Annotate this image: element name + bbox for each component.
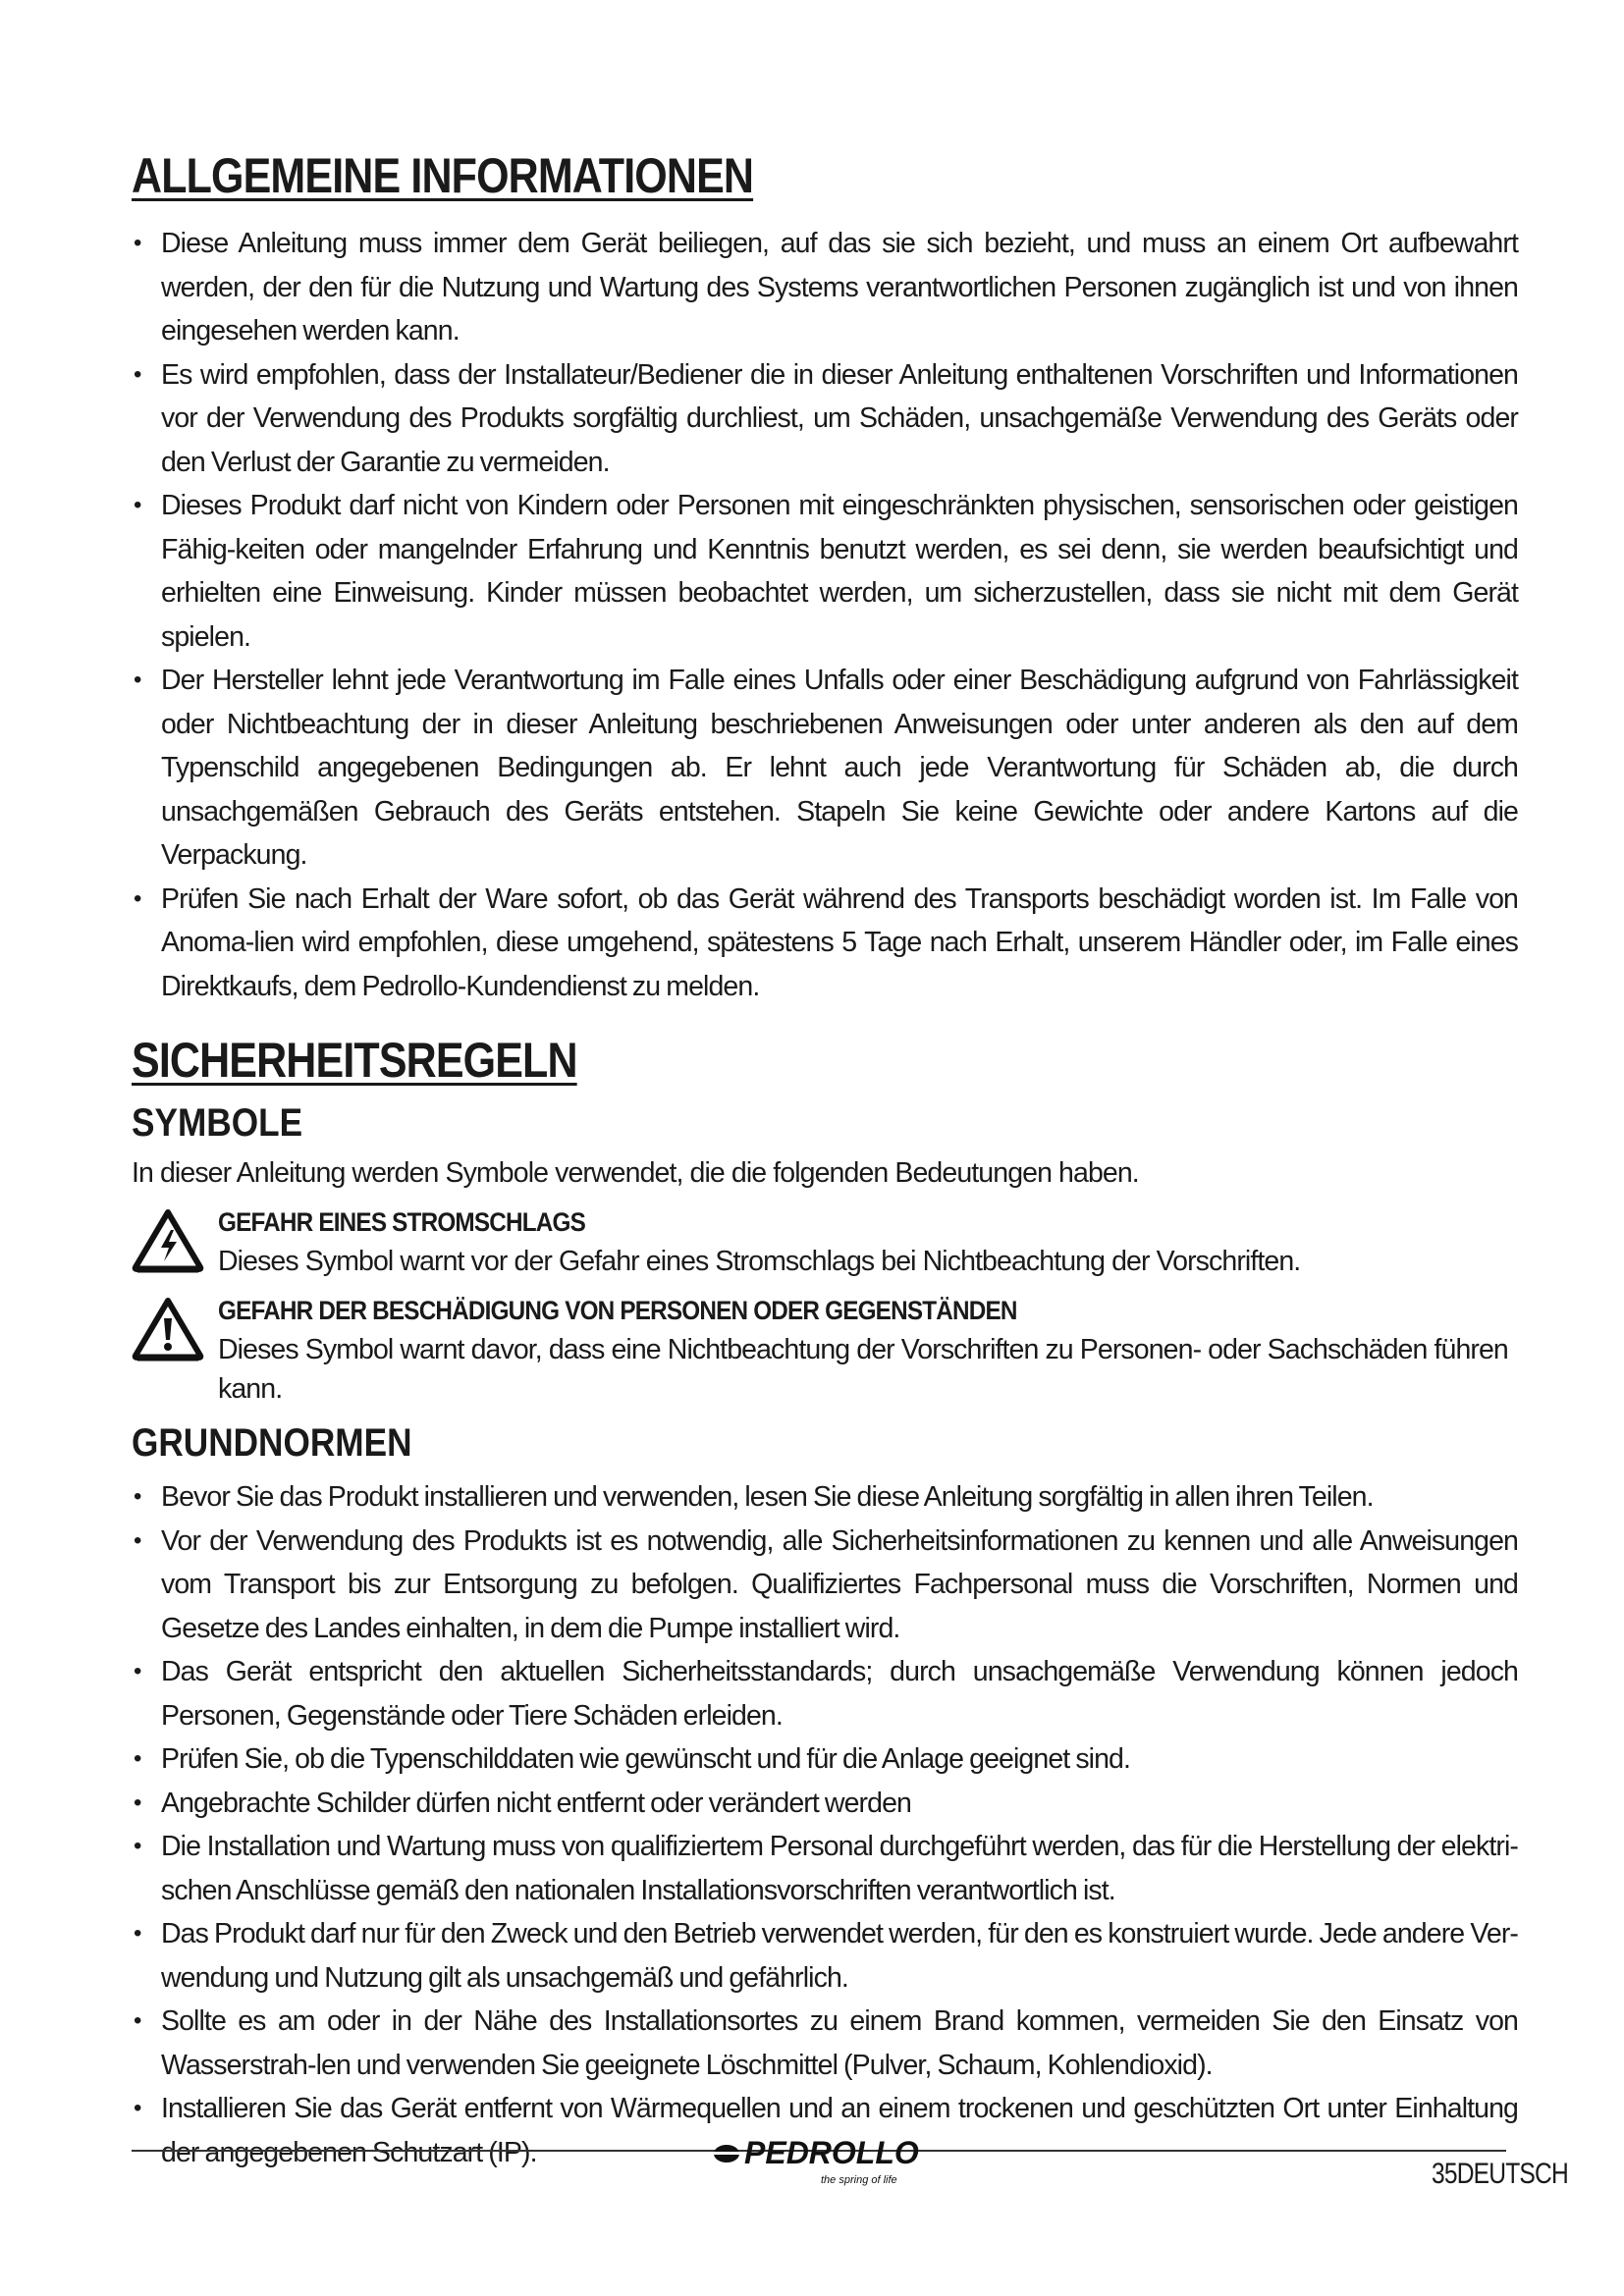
symbole-intro: In dieser Anleitung werden Symbole verwendet, die die folgenden Bedeutungen haben. xyxy=(132,1157,1139,1189)
page-number: 35DEUTSCH xyxy=(1432,2158,1568,2190)
general-info-list xyxy=(132,222,1518,1008)
list-item: • Der Hersteller lehnt jede Verantwortung im Falle eines Unfalls oder einer Beschädigung aufgrund von Fahrlässigkeit oder Nichtbeachtung der in dieser Anleitung beschriebenen Anweisungen oder unter anderen als den auf dem Typenschild angegebenen Bedingungen ab. Er lehnt auch jede Verantwortung für Schäden ab, die durch unsachgemäßen Gebrauch des Geräts entstehen. Stapeln Sie keine Gewichte oder andere Kartons auf die Verpackung. xyxy=(132,659,1518,878)
electric-warning-icon xyxy=(132,1208,204,1273)
symbol-general-danger xyxy=(132,1291,1518,1409)
subheading-symbole: SYMBOLE xyxy=(132,1101,303,1145)
pedrollo-logo xyxy=(707,2128,919,2191)
logo-text: PEDROLLO xyxy=(744,2135,919,2170)
list-item: • Bevor Sie das Produkt installieren und verwenden, lesen Sie diese Anleitung sorgfältig in allen ihren Teilen. xyxy=(132,1475,1518,1520)
list-item: • Prüfen Sie nach Erhalt der Ware sofort, ob das Gerät während des Transports beschädigt worden ist. Im Falle von Anoma-lien wird empfohlen, diese umgehend, spätestens 5 Tage nach Erhalt, unserem Händler oder, im Falle eines Direktkaufs, dem Pedrollo-Kundendienst zu melden. xyxy=(132,878,1518,1009)
grundnormen-list xyxy=(132,1475,1518,2174)
symbol-description: Dieses Symbol warnt vor der Gefahr eines Stromschlags bei Nichtbeachtung der Vorschriften. xyxy=(218,1246,1301,1277)
logo-tagline: the spring of life xyxy=(821,2174,897,2186)
document-page xyxy=(132,147,1518,2174)
list-item: • Vor der Verwendung des Produkts ist es notwendig, alle Sicherheitsinformationen zu kennen und alle Anweisungen vom Transport bis zur Entsorgung zu befolgen. Qualifiziertes Fachpersonal muss die Vorschriften, Normen und Gesetze des Landes einhalten, in dem die Pumpe installiert wird. xyxy=(132,1520,1518,1651)
general-warning-icon xyxy=(132,1297,204,1362)
list-item: • Installieren Sie das Gerät entfernt von Wärmequellen und an einem trockenen und geschützten Ort unter Einhaltung der angegebenen Schutzart (IP). xyxy=(132,2087,1518,2174)
list-item: • Es wird empfohlen, dass der Installateur/Bediener die in dieser Anleitung enthaltenen Vorschriften und Informationen vor der Verwendung des Produkts sorgfältig durchliest, um Schäden, unsachgemäße Verwendung des Geräts oder den Verlust der Garantie zu vermeiden. xyxy=(132,353,1518,485)
list-item: • Prüfen Sie, ob die Typenschilddaten wie gewünscht und für die Anlage geeignet sind. xyxy=(132,1737,1518,1782)
list-item: • Das Produkt darf nur für den Zweck und den Betrieb verwendet werden, für den es konstruiert wurde. Jede andere Ver-wendung und Nutzung gilt als unsachgemäß und gefährlich. xyxy=(132,1912,1518,2000)
section-title-sicherheitsregeln: SICHERHEITSREGELN xyxy=(132,1033,577,1088)
list-item: • Die Installation und Wartung muss von qualifiziertem Personal durchgeführt werden, das für die Herstellung der elektri-schen Anschlüsse gemäß den nationalen Installationsvorschriften verantwortlich ist. xyxy=(132,1825,1518,1912)
list-item: • Diese Anleitung muss immer dem Gerät beiliegen, auf das sie sich bezieht, und muss an einem Ort aufbewahrt werden, der den für die Nutzung und Wartung des Systems verantwortlichen Personen zugänglich ist und von ihnen eingesehen werden kann. xyxy=(132,222,1518,353)
section-title-allgemeine-informationen: ALLGEMEINE INFORMATIONEN xyxy=(132,148,754,203)
symbol-title: GEFAHR DER BESCHÄDIGUNG VON PERSONEN ODER GEGENSTÄNDEN xyxy=(218,1296,1017,1325)
list-item: • Angebrachte Schilder dürfen nicht entfernt oder verändert werden xyxy=(132,1782,1518,1826)
list-item: • Das Gerät entspricht den aktuellen Sicherheitsstandards; durch unsachgemäße Verwendung können jedoch Personen, Gegenstände oder Tiere Schäden erleiden. xyxy=(132,1650,1518,1737)
list-item: • Dieses Produkt darf nicht von Kindern oder Personen mit eingeschränkten physischen, sensorischen oder geistigen Fähig-keiten oder mangelnder Erfahrung und Kenntnis benutzt werden, es sei denn, sie werden beaufsichtigt und erhielten eine Einweisung. Kinder müssen beobachtet werden, um sicherzustellen, dass sie nicht mit dem Gerät spielen. xyxy=(132,484,1518,659)
subheading-grundnormen: GRUNDNORMEN xyxy=(132,1421,412,1465)
symbol-description: Dieses Symbol warnt davor, dass eine Nichtbeachtung der Vorschriften zu Personen- oder Sachschäden führen kann. xyxy=(218,1334,1508,1405)
symbol-electric-shock xyxy=(132,1202,1518,1281)
symbol-title: GEFAHR EINES STROMSCHLAGS xyxy=(218,1207,585,1237)
list-item: • Sollte es am oder in der Nähe des Installationsortes zu einem Brand kommen, vermeiden Sie den Einsatz von Wasserstrah-len und verwenden Sie geeignete Löschmittel (Pulver, Schaum, Kohlendioxid). xyxy=(132,2000,1518,2087)
